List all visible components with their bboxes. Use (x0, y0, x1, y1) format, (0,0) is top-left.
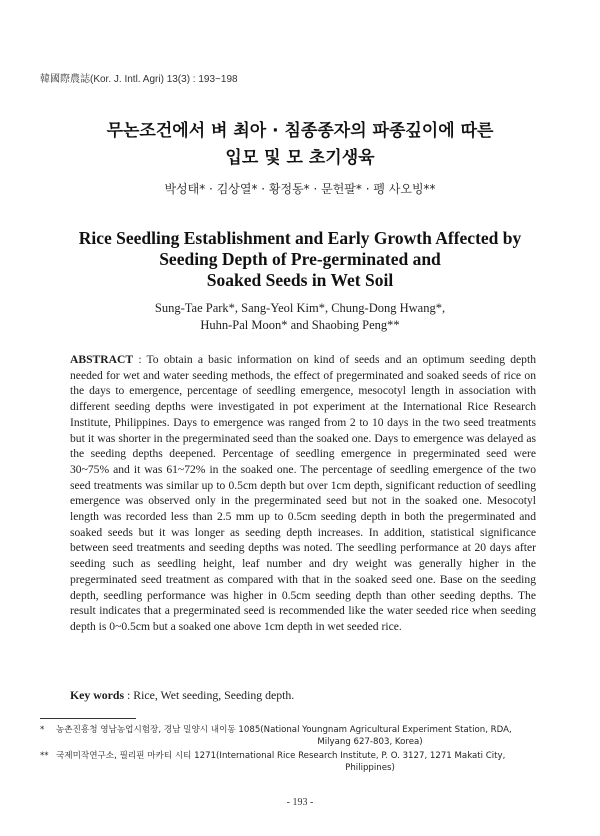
korean-title-line-2: 입모 및 모 초기생육 (225, 148, 375, 168)
footnote-affiliation-1 (40, 724, 560, 748)
keywords-text: : Rice, Wet seeding, Seeding depth. (127, 688, 295, 702)
footnote-line-continued: Philippines) (345, 763, 395, 773)
english-title (0, 228, 600, 291)
keywords (70, 688, 536, 703)
english-authors-line-2: Huhn-Pal Moon* and Shaobing Peng** (200, 318, 400, 332)
english-title-line-2: Seeding Depth of Pre-germinated and (159, 249, 441, 269)
footnote-line: 농촌진흥청 영남농업시험장, 경남 밀양시 내이동 1085(National Youngnam Agricultural Experiment Station, RDA, (56, 725, 512, 735)
page-number: - 193 - (286, 797, 314, 808)
footnote-affiliation-2 (40, 750, 560, 774)
korean-title-line-1: 무논조건에서 벼 최아 · 침종종자의 파종깊이에 따른 (106, 121, 494, 141)
footnote-mark: * (40, 725, 45, 735)
english-title-line-3: Soaked Seeds in Wet Soil (206, 270, 394, 290)
footnote-divider (40, 718, 136, 719)
korean-authors: 박성태* · 김상열* · 황정동* · 문헌팔* · 펭 사오빙** (164, 182, 436, 196)
keywords-label: Key words (70, 688, 125, 702)
english-authors-line-1: Sung-Tae Park*, Sang-Yeol Kim*, Chung-Dong Hwang*, (154, 301, 446, 315)
english-title-line-1: Rice Seedling Establishment and Early Growth Affected by (78, 228, 522, 248)
abstract (70, 352, 536, 635)
abstract-label: ABSTRACT (70, 353, 134, 366)
footnote-mark: ** (40, 751, 49, 761)
journal-citation: 韓國際農誌(Kor. J. Intl. Agri) 13(3) : 193~198 (40, 74, 238, 85)
footnote-line-continued: Milyang 627-803, Korea) (317, 737, 423, 747)
abstract-text: : To obtain a basic information on kind of seeds and an optimum seeding depth needed for wet and water seeding methods, the effect of pregerminated and soaked seeds of rice on the days to emergence, percentage of seedling emergence, mesocotyl length in association with different seeding depths were investigated in pot experiment at the International Rice Research Institute, Philippines. Days to emergence was ranged from 2 to 10 days in the two seed treatments but it was shorter in the pregerminated seed than the soaked one. Days to emergence was delayed as the seeding depths deepened. Percentage of seedling emergence in pregerminated seed were 30~75% and it was 61~72% in the soaked one. The percentage of seedling emergence of the two seed treatments was similar up to 0.5cm depth but over 1cm depth, significant reduction of seedling emergence was observed only in the pregerminated seed but not in the soaked one. Mesocotyl length was recorded less than 2.5 mm up to 0.5cm seeding depth in both the pregerminated and soaked seeds but it was longer as seeding depth increases. In addition, statistical significance between seed treatments and seeding depths was noted. The seedling performance at 20 days after seeding such as seedling height, leaf number and dry weight was generally higher in the pregerminated seed treatment as compared with that in the soaked seed one. Base on the seeding depth, seedling performance was higher in 0.5cm seeding depth than other seeding depths. The result indicates that a pregerminated seed is recommended like the water seeded rice when seeding depth is 0~0.5cm but a soaked one above 1cm depth in wet seeded rice. (70, 353, 536, 633)
english-authors (0, 300, 600, 334)
footnote-line: 국제미작연구소, 필리핀 마카티 시티 1271(International Rice Research Institute, P. O. 3127, 1271 Makati City, (56, 751, 506, 761)
korean-title (0, 118, 600, 172)
